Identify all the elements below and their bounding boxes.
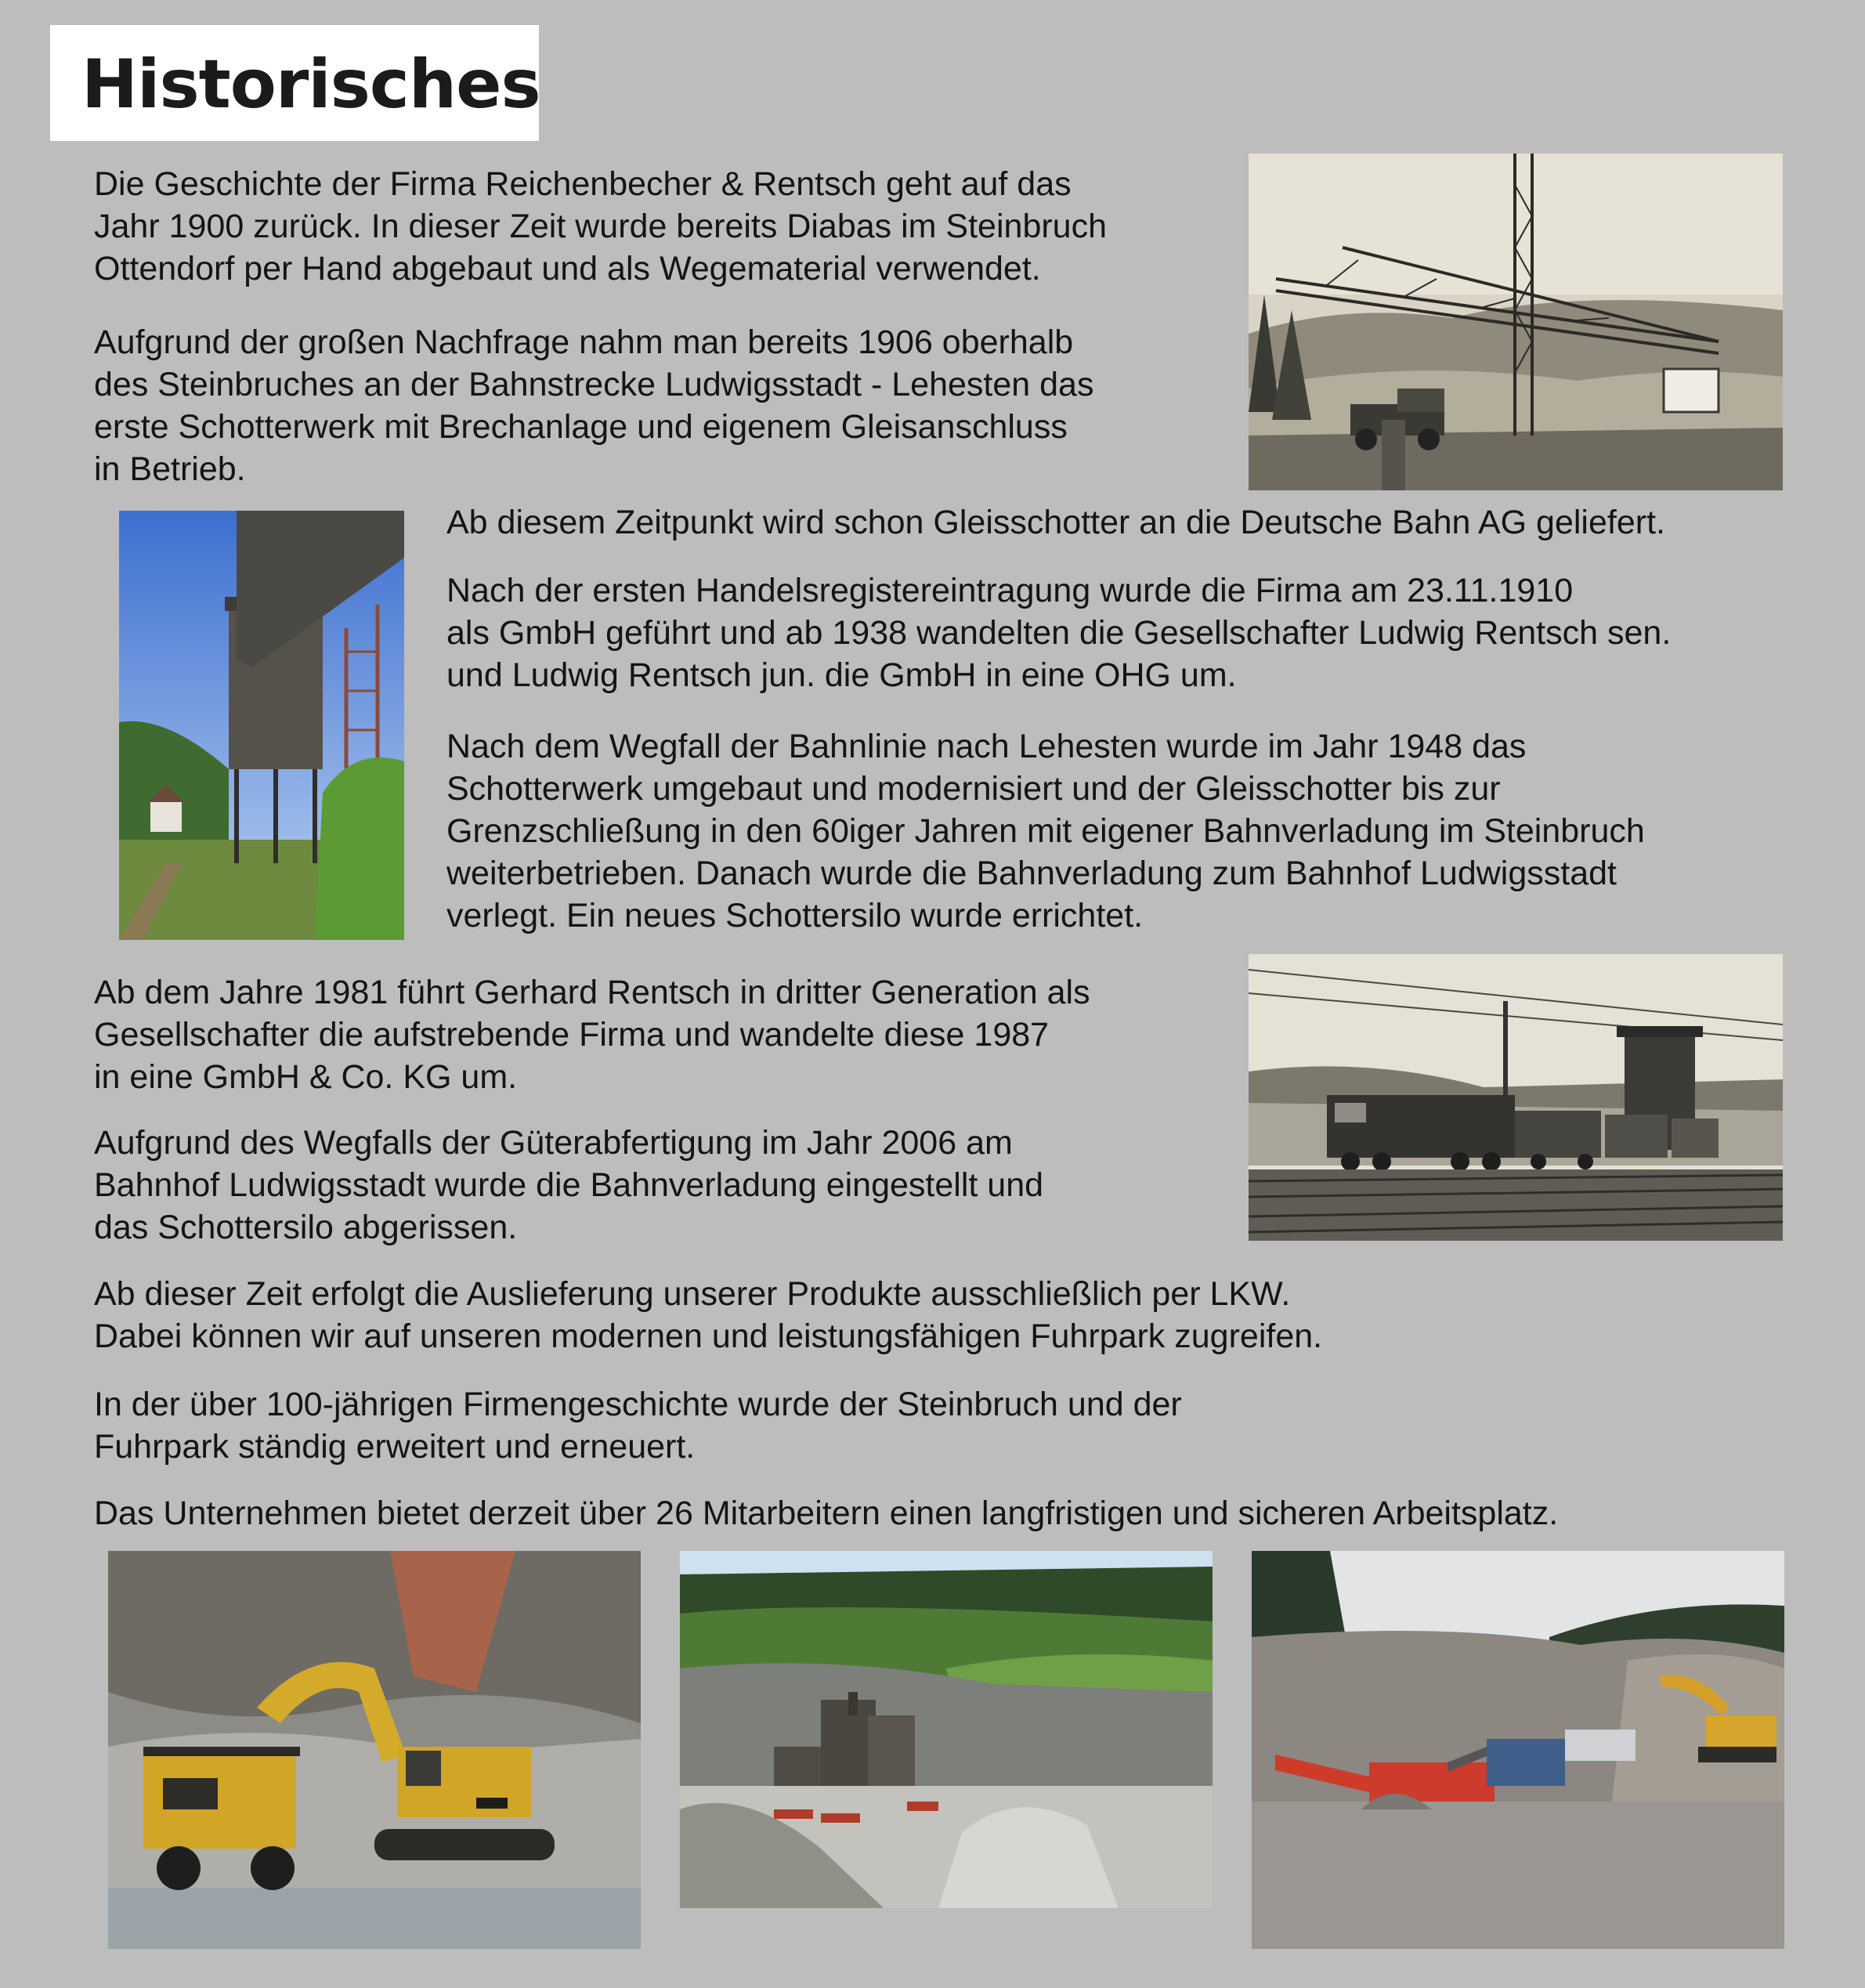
photo-old-silo: [119, 511, 404, 940]
photo-locomotive: [1249, 954, 1783, 1241]
title-box: [50, 25, 539, 141]
photo-quarry-overview: [680, 1551, 1213, 1908]
photo-excavator: [108, 1551, 641, 1949]
paragraph-1948: Nach dem Wegfall der Bahnlinie nach Lehesten wurde im Jahr 1948 das Schotterwerk umgebaut und modernisiert und der Gleisschotter bis zur Grenzschließung in den 60iger Jahren mit eigener Bahnverladung im Steinbruch weiterbetrieben. Danach wurde die Bahnverladung zum Bahnhof Ludwigsstadt verlegt. Ein neues Schottersilo wurde errichtet.: [446, 728, 1645, 934]
paragraph-history-start: Die Geschichte der Firma Reichenbecher & Rentsch geht auf das Jahr 1900 zurück. In dieser Zeit wurde bereits Diabas im Steinbruch Ottendorf per Hand abgebaut und als Wegematerial verwendet.: [94, 165, 1108, 287]
paragraph-1981: Ab dem Jahre 1981 führt Gerhard Rentsch in dritter Generation als Gesellschafter die aufstrebende Firma und wandelte diese 1987 in eine GmbH & Co. KG um.: [94, 974, 1090, 1096]
paragraph-lkw: Ab dieser Zeit erfolgt die Auslieferung unserer Produkte ausschließlich per LKW. Dabei können wir auf unseren modernen und leistungsfähigen Fuhrpark zugreifen.: [94, 1275, 1323, 1355]
paragraph-employees: Das Unternehmen bietet derzeit über 26 Mitarbeitern einen langfristigen und sicheren Arbeitsplatz.: [94, 1495, 1559, 1532]
paragraph-gmbh: Nach der ersten Handelsregistereintragung wurde die Firma am 23.11.1910 als GmbH geführt und ab 1938 wandelten die Gesellschafter Ludwig Rentsch sen. und Ludwig Rentsch jun. die GmbH in eine OHG um.: [446, 572, 1672, 694]
paragraph-first-plant: Aufgrund der großen Nachfrage nahm man bereits 1906 oberhalb des Steinbruches an der Bahnstrecke Ludwigsstadt - Lehesten das erste Schotterwerk mit Brechanlage und eigenem Gleisanschluss in Betrieb.: [94, 324, 1094, 488]
paragraph-2006: Aufgrund des Wegfalls der Güterabfertigung im Jahr 2006 am Bahnhof Ludwigsstadt wurde die Bahnverladung eingestellt und das Schottersilo abgerissen.: [94, 1124, 1044, 1246]
photo-historic-crane: [1249, 154, 1783, 490]
photo-mobile-crushers: [1252, 1551, 1784, 1949]
page-title: Historisches: [81, 45, 540, 124]
paragraph-100-years: In der über 100-jährigen Firmengeschichte wurde der Steinbruch und der Fuhrpark ständig erweitert und erneuert.: [94, 1386, 1182, 1466]
paragraph-deutsche-bahn: Ab diesem Zeitpunkt wird schon Gleisschotter an die Deutsche Bahn AG geliefert.: [446, 504, 1665, 541]
